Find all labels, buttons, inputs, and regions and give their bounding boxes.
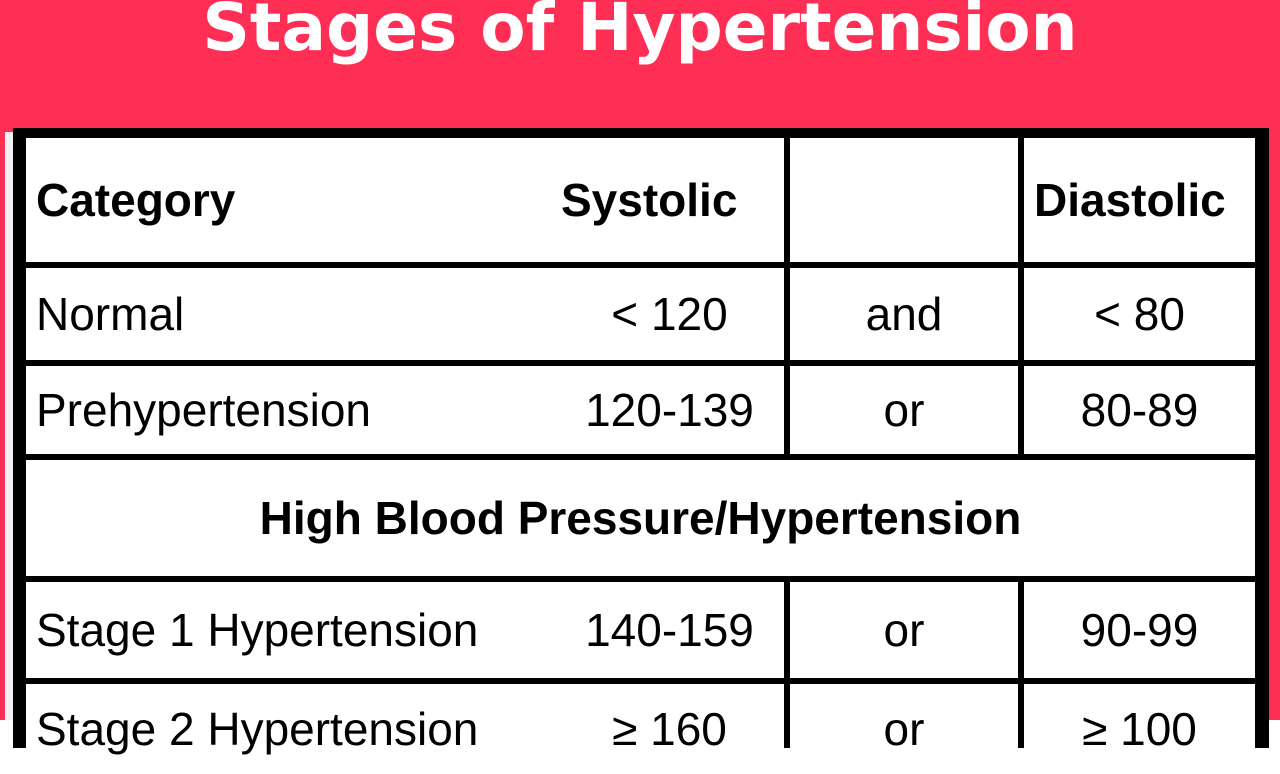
row-stage1-systolic: 140-159: [555, 582, 784, 678]
page-title: Stages of Hypertension: [202, 0, 1078, 66]
header-diastolic: Diastolic: [1024, 138, 1255, 262]
header-connector: [790, 138, 1018, 262]
row-prehypertension-systolic: 120-139: [555, 366, 784, 454]
header-systolic: Systolic: [555, 138, 784, 262]
hypertension-table: [13, 128, 1269, 755]
row-stage2-category: Stage 2 Hypertension: [26, 684, 559, 774]
row-stage1-connector: or: [790, 582, 1018, 678]
row-prehypertension-category: Prehypertension: [26, 366, 559, 454]
row-stage1-category: Stage 1 Hypertension: [26, 582, 559, 678]
row-normal-connector: and: [790, 268, 1018, 360]
row-stage2-connector: or: [790, 684, 1018, 774]
row-prehypertension-connector: or: [790, 366, 1018, 454]
row-normal-systolic: < 120: [555, 268, 784, 360]
row-stage2-systolic: ≥ 160: [555, 684, 784, 774]
row-normal-diastolic: < 80: [1024, 268, 1255, 360]
header-category: Category: [26, 138, 559, 262]
row-normal-category: Normal: [26, 268, 559, 360]
row-stage1-diastolic: 90-99: [1024, 582, 1255, 678]
left-border-strip: [0, 0, 5, 720]
row-prehypertension-diastolic: 80-89: [1024, 366, 1255, 454]
section-label-high-blood-pressure: High Blood Pressure/Hypertension: [26, 460, 1255, 576]
row-stage2-diastolic: ≥ 100: [1024, 684, 1255, 774]
right-border-strip: [1268, 0, 1280, 720]
